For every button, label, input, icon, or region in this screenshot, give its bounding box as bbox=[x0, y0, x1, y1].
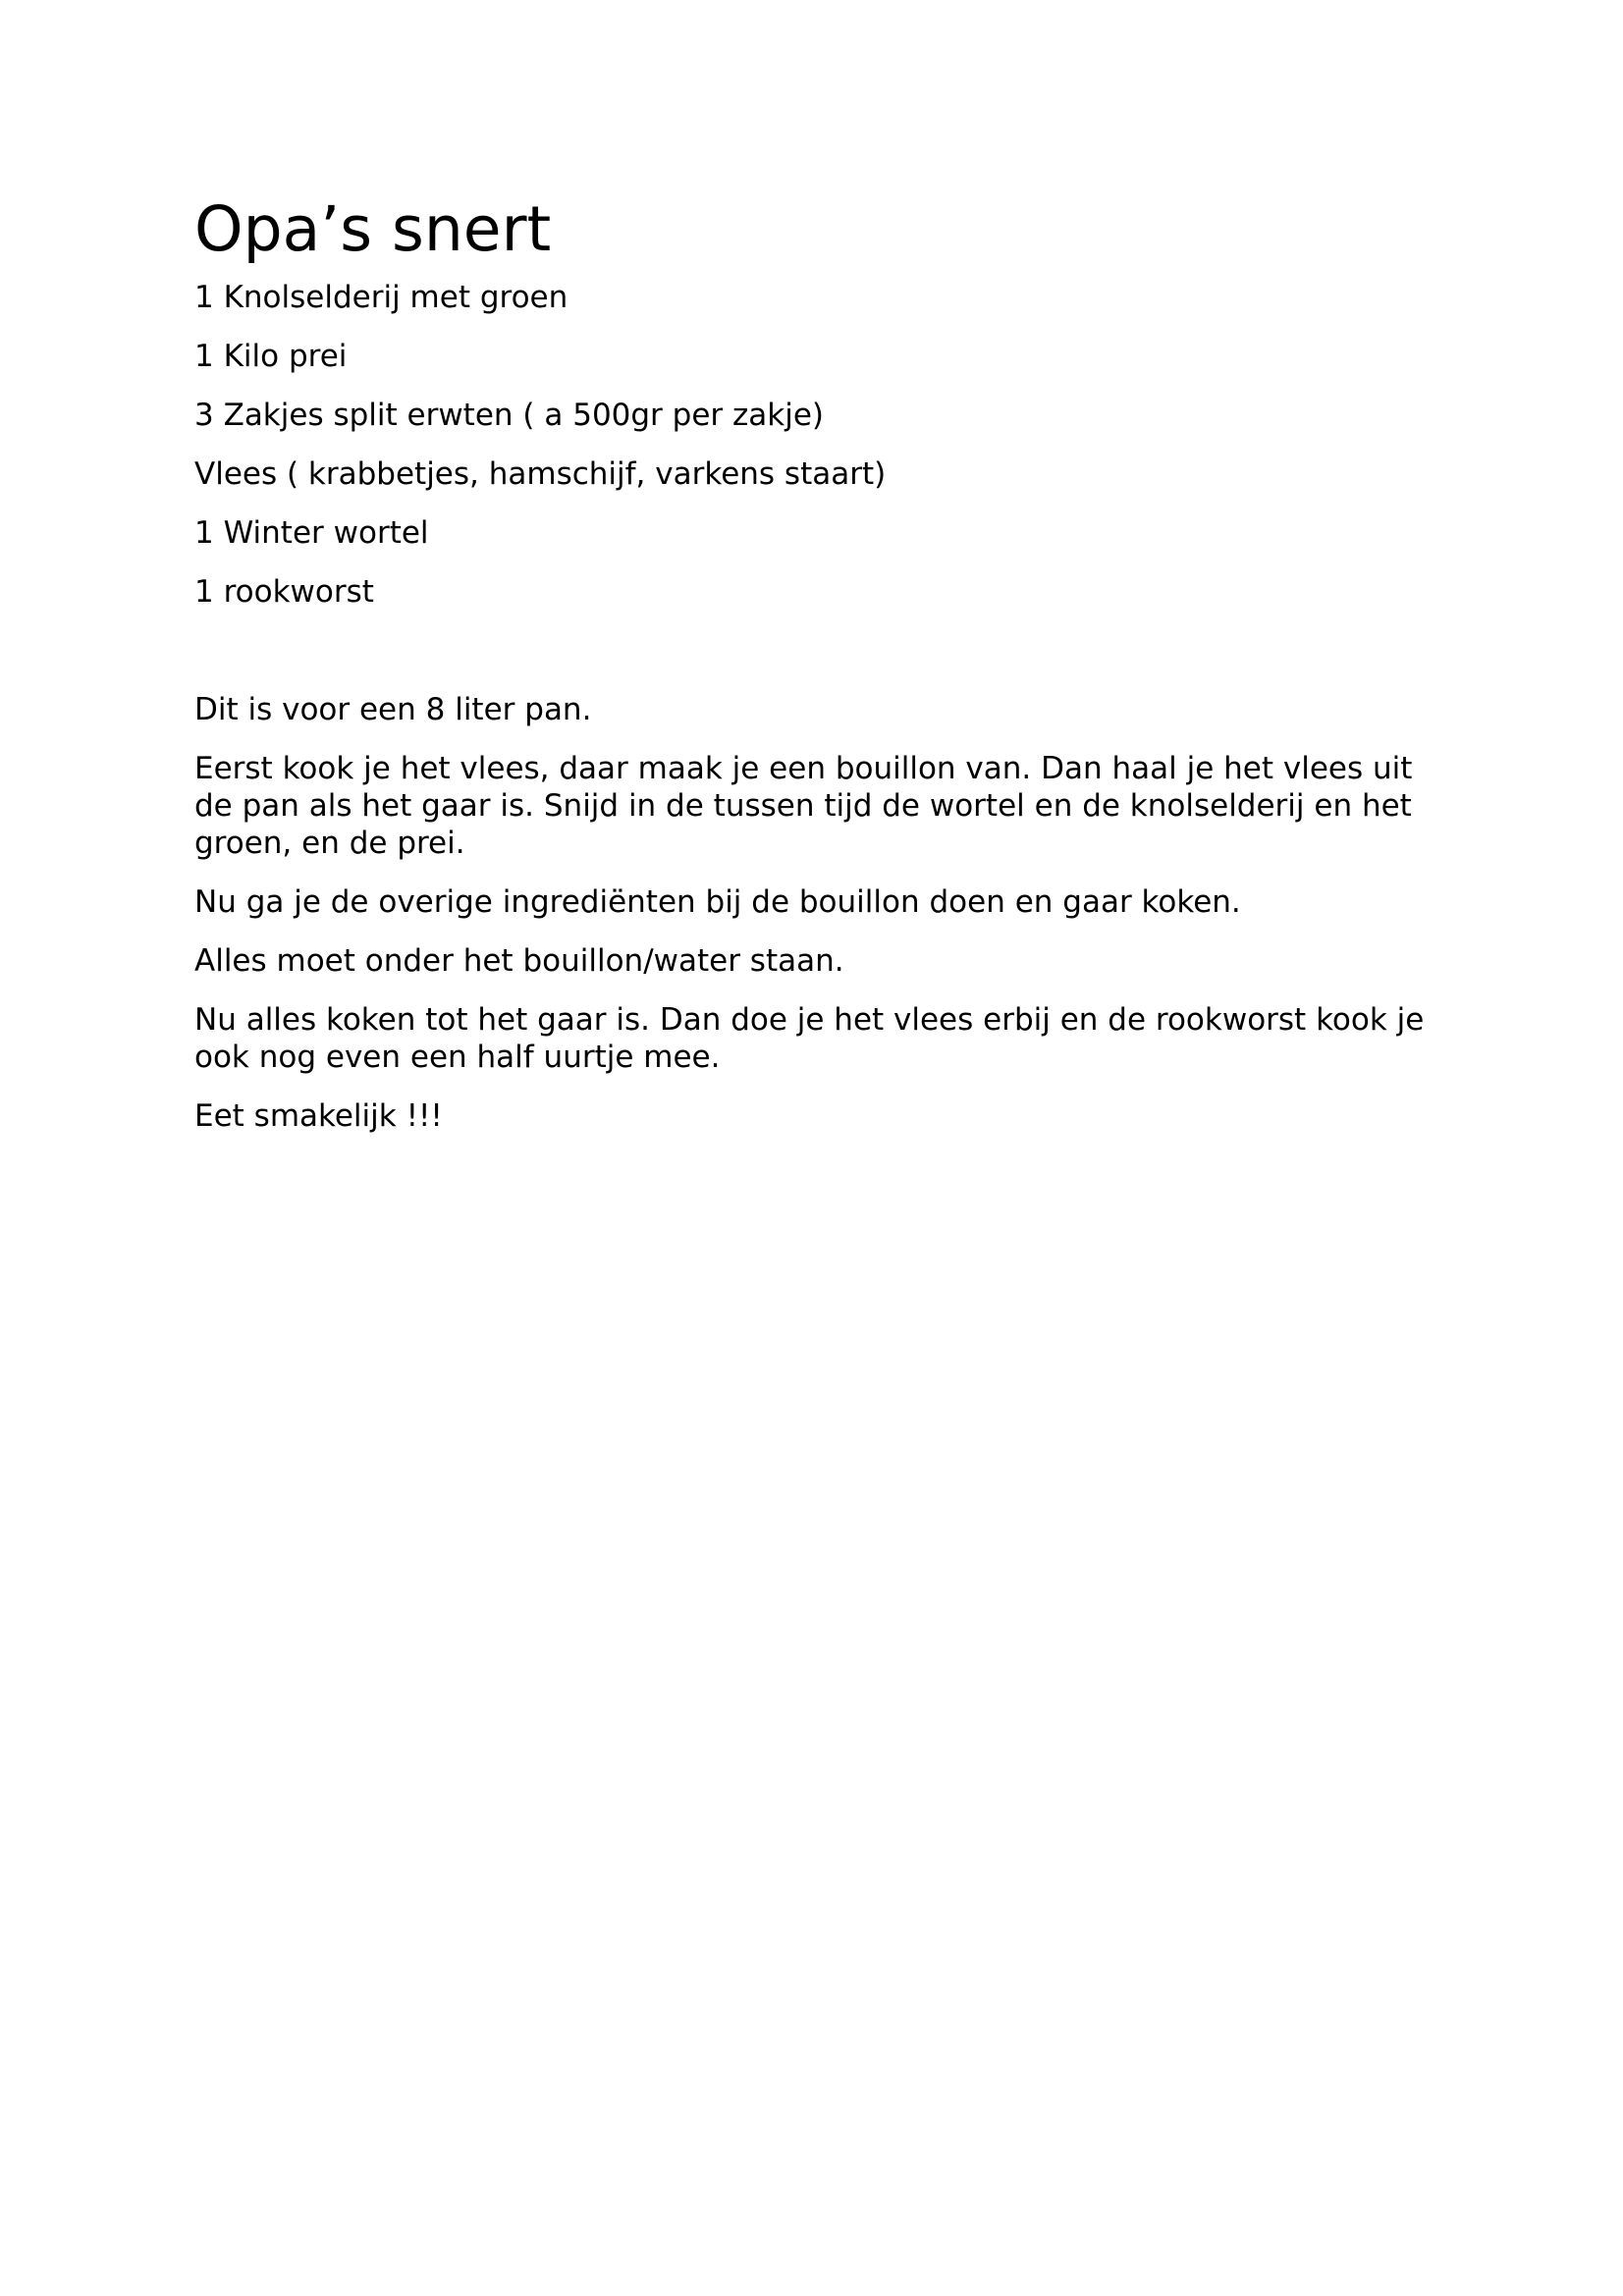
instruction-paragraph: Nu alles koken tot het gaar is. Dan doe je het vlees erbij en de rookworst kook je ook nog even een half uurtje mee. bbox=[194, 1002, 1425, 1075]
instruction-paragraph: Eerst kook je het vlees, daar maak je een bouillon van. Dan haal je het vlees uit de pan als het gaar is. Snijd in de tussen tijd de wortel en de knolselderij en het groen, en de prei. bbox=[194, 751, 1413, 861]
blank-line bbox=[194, 632, 1432, 691]
instruction-paragraph: Nu ga je de overige ingrediënten bij de bouillon doen en gaar koken. bbox=[194, 884, 1241, 920]
ingredient-item: Vlees ( krabbetjes, hamschijf, varkens staart) bbox=[194, 456, 887, 492]
ingredient-item: 3 Zakjes split erwten ( a 500gr per zakje) bbox=[194, 398, 825, 433]
instruction-paragraph: Dit is voor een 8 liter pan. bbox=[194, 692, 592, 727]
instructions bbox=[194, 691, 1432, 1135]
instruction-paragraph: Alles moet onder het bouillon/water staan. bbox=[194, 943, 844, 979]
document-body bbox=[194, 190, 1432, 1156]
ingredient-list bbox=[194, 279, 1432, 611]
ingredient-item: 1 Kilo prei bbox=[194, 339, 348, 374]
instruction-paragraph: Eet smakelijk !!! bbox=[194, 1098, 443, 1134]
ingredient-item: 1 rookworst bbox=[194, 574, 374, 610]
ingredient-item: 1 Winter wortel bbox=[194, 515, 429, 551]
ingredient-item: 1 Knolselderij met groen bbox=[194, 280, 568, 315]
document-title: Opa’s snert bbox=[194, 193, 552, 265]
